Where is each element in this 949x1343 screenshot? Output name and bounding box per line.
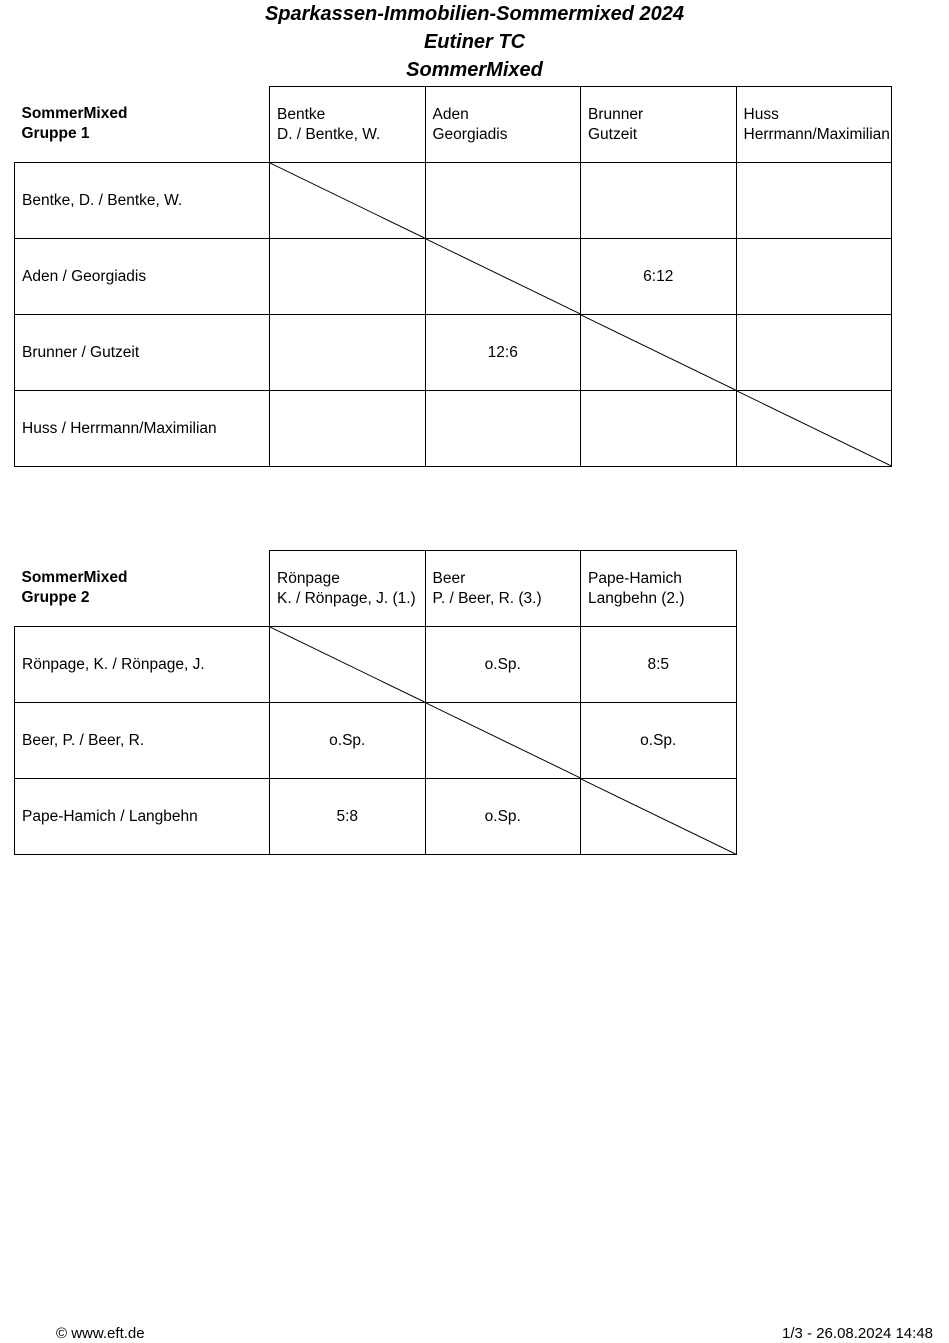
diagonal-cell	[425, 703, 581, 779]
diagonal-cell	[736, 391, 892, 467]
title-line-1: Sparkassen-Immobilien-Sommermixed 2024	[264, 3, 685, 25]
column-header-line1: Brunner	[588, 105, 644, 123]
table-row	[15, 239, 892, 315]
result-cell: 12:6	[425, 315, 581, 391]
table-row	[15, 315, 892, 391]
diagonal-cell	[270, 163, 426, 239]
result-cell	[736, 239, 892, 315]
column-header-line2: D. / Bentke, W.	[277, 125, 381, 143]
column-header-line1: Rönpage	[277, 569, 340, 587]
diagonal-cell	[581, 315, 737, 391]
result-cell	[581, 163, 737, 239]
result-cell: o.Sp.	[581, 703, 737, 779]
table-row	[15, 703, 737, 779]
column-header-line1: Beer	[432, 569, 466, 587]
row-player-name: Bentke, D. / Bentke, W.	[15, 163, 270, 239]
diagonal-cell	[425, 239, 581, 315]
group-2-label: SommerMixed	[21, 569, 128, 587]
result-cell	[270, 239, 426, 315]
document-title	[0, 0, 949, 84]
row-player-name: Beer, P. / Beer, R.	[15, 703, 270, 779]
footer-page-info: 1/3 - 26.08.2024 14:48	[782, 1325, 933, 1342]
group-2-number: Gruppe 2	[21, 589, 90, 607]
result-cell: 6:12	[581, 239, 737, 315]
result-cell: 5:8	[270, 779, 426, 855]
result-cell: o.Sp.	[270, 703, 426, 779]
column-header	[425, 551, 581, 627]
column-header	[270, 87, 426, 163]
column-header-line1: Aden	[432, 105, 469, 123]
column-header-line2: Langbehn (2.)	[588, 589, 685, 607]
header-row	[15, 551, 737, 627]
result-cell	[425, 163, 581, 239]
result-cell: o.Sp.	[425, 779, 581, 855]
title-line-3: SommerMixed	[406, 59, 543, 81]
column-header	[270, 551, 426, 627]
header-row	[15, 87, 892, 163]
column-header	[425, 87, 581, 163]
group-1-number: Gruppe 1	[21, 125, 90, 143]
column-header-line2: Georgiadis	[432, 125, 508, 143]
group-2-corner	[15, 551, 270, 627]
column-header-line2: P. / Beer, R. (3.)	[432, 589, 542, 607]
diagonal-cell	[270, 627, 426, 703]
row-player-name: Pape-Hamich / Langbehn	[15, 779, 270, 855]
column-header-line2: Gutzeit	[588, 125, 638, 143]
column-header-line2: K. / Rönpage, J. (1.)	[277, 589, 416, 607]
column-header-line1: Huss	[743, 105, 779, 123]
result-cell	[736, 163, 892, 239]
column-header-line2: Herrmann/Maximilian	[743, 125, 890, 143]
group-1-corner	[15, 87, 270, 163]
column-header	[581, 87, 737, 163]
result-cell	[270, 391, 426, 467]
result-cell	[736, 315, 892, 391]
result-cell	[581, 391, 737, 467]
row-player-name: Huss / Herrmann/Maximilian	[15, 391, 270, 467]
table-row	[15, 391, 892, 467]
result-cell: 8:5	[581, 627, 737, 703]
column-header-line1: Pape-Hamich	[588, 569, 682, 587]
column-header-line1: Bentke	[277, 105, 326, 123]
group-2-table	[14, 550, 737, 855]
row-player-name: Rönpage, K. / Rönpage, J.	[15, 627, 270, 703]
footer-copyright: © www.eft.de	[56, 1325, 145, 1342]
column-header	[581, 551, 737, 627]
group-1-label: SommerMixed	[21, 105, 128, 123]
result-cell	[270, 315, 426, 391]
title-line-2: Eutiner TC	[423, 31, 526, 53]
table-row	[15, 163, 892, 239]
row-player-name: Aden / Georgiadis	[15, 239, 270, 315]
result-cell: o.Sp.	[425, 627, 581, 703]
column-header	[736, 87, 892, 163]
group-1-table	[14, 86, 892, 467]
result-cell	[425, 391, 581, 467]
diagonal-cell	[581, 779, 737, 855]
table-row	[15, 779, 737, 855]
table-row	[15, 627, 737, 703]
row-player-name: Brunner / Gutzeit	[15, 315, 270, 391]
